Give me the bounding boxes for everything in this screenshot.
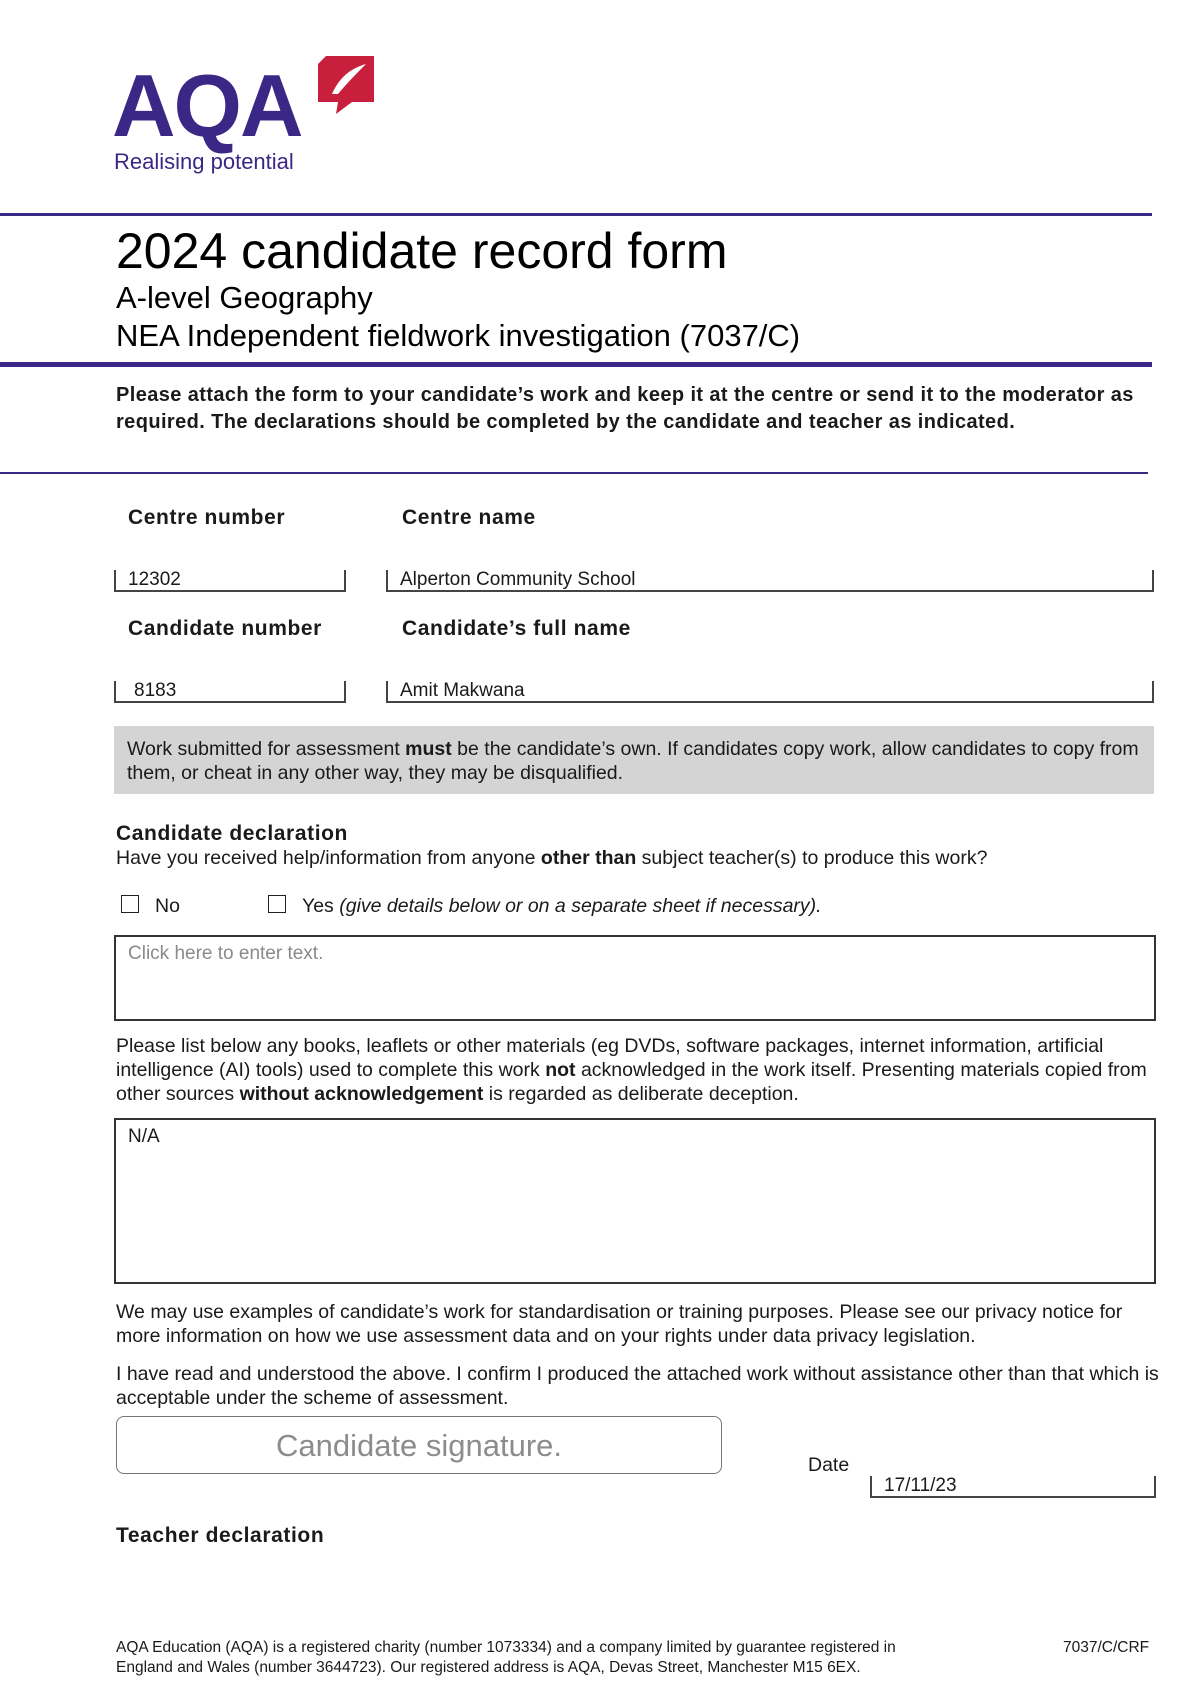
yes-option-note: (give details below or on a separate sheet if necessary). <box>339 895 822 917</box>
candidate-number-label: Candidate number <box>128 617 322 640</box>
help-question <box>116 846 1156 870</box>
help-details-placeholder: Click here to enter text. <box>128 943 324 964</box>
notice-text-2: be the candidate’s own. If candidates copy work, allow candidates to copy from them, or cheat in any other way, they may be disqualified. <box>127 738 1139 784</box>
yes-checkbox[interactable] <box>268 895 286 913</box>
help-question-text-1: Have you received help/information from anyone <box>116 847 541 869</box>
centre-number-label: Centre number <box>128 506 286 529</box>
materials-bold-without-ack: without acknowledgement <box>239 1083 484 1105</box>
centre-name-label: Centre name <box>402 506 536 529</box>
date-label: Date <box>808 1454 850 1476</box>
candidate-name-field[interactable]: Amit Makwana <box>386 681 1154 703</box>
materials-text-2: acknowledged in the work itself. Presenting materials copied from other sources <box>116 1059 1147 1105</box>
footer-form-code: 7037/C/CRF <box>1063 1639 1150 1656</box>
page-subtitle-qualification: A-level Geography <box>116 280 373 315</box>
help-question-bold: other than <box>540 847 637 869</box>
materials-textbox[interactable] <box>114 1118 1156 1284</box>
help-question-text-2: subject teacher(s) to produce this work? <box>636 847 988 869</box>
footer-legal-line-2: England and Wales (number 3644723). Our registered address is AQA, Devas Street, Manchester M15 6EX. <box>116 1659 861 1676</box>
yes-option <box>302 894 822 918</box>
confirmation-text: I have read and understood the above. I confirm I produced the attached work without assistance other than that which is acceptable under the scheme of assessment. <box>116 1363 1159 1409</box>
header-top-rule <box>0 213 1152 216</box>
no-checkbox[interactable] <box>121 895 139 913</box>
candidate-signature-field[interactable]: Candidate signature. <box>116 1416 722 1474</box>
aqa-logo-mark-icon <box>318 54 376 114</box>
date-field[interactable]: 17/11/23 <box>870 1476 1156 1498</box>
candidate-number-field[interactable]: 8183 <box>114 681 346 703</box>
no-option-label: No <box>155 895 180 917</box>
logo-tagline: Realising potential <box>114 149 294 174</box>
notice-bold-must: must <box>405 738 452 760</box>
aqa-logo-wordmark: AQA <box>112 56 302 155</box>
centre-number-field[interactable]: 12302 <box>114 570 346 592</box>
header-bottom-rule <box>0 362 1152 367</box>
disqualification-notice <box>114 726 1154 794</box>
help-details-textbox[interactable] <box>114 935 1156 1021</box>
privacy-notice-text: We may use examples of candidate’s work for standardisation or training purposes. Please see our privacy notice for more information on how we use assessment data and on your rights under data privacy legislation. <box>116 1301 1123 1347</box>
candidate-name-label: Candidate’s full name <box>402 617 631 640</box>
materials-bold-not: not <box>545 1059 576 1081</box>
intro-instructions: Please attach the form to your candidate’s work and keep it at the centre or send it to the moderator as required. The declarations should be completed by the candidate and teacher as indicated. <box>116 384 1134 433</box>
page-title: 2024 candidate record form <box>116 223 728 279</box>
materials-text-1: Please list below any books, leaflets or other materials (eg DVDs, software packages, internet information, artificial intelligence (AI) tools) used to complete this work <box>116 1035 1104 1081</box>
candidate-declaration-heading: Candidate declaration <box>116 822 348 845</box>
yes-option-label: Yes <box>302 895 334 917</box>
materials-text-3: is regarded as deliberate deception. <box>483 1083 799 1105</box>
intro-rule <box>0 472 1148 474</box>
footer-legal-line-1: AQA Education (AQA) is a registered charity (number 1073334) and a company limited by guarantee registered in <box>116 1639 896 1656</box>
centre-name-field[interactable]: Alperton Community School <box>386 570 1154 592</box>
notice-text-1: Work submitted for assessment <box>127 738 406 760</box>
materials-value: N/A <box>128 1126 160 1147</box>
page-subtitle-component: NEA Independent fieldwork investigation (7037/C) <box>116 318 801 353</box>
teacher-declaration-heading: Teacher declaration <box>116 1524 325 1547</box>
materials-instructions <box>116 1034 1162 1106</box>
